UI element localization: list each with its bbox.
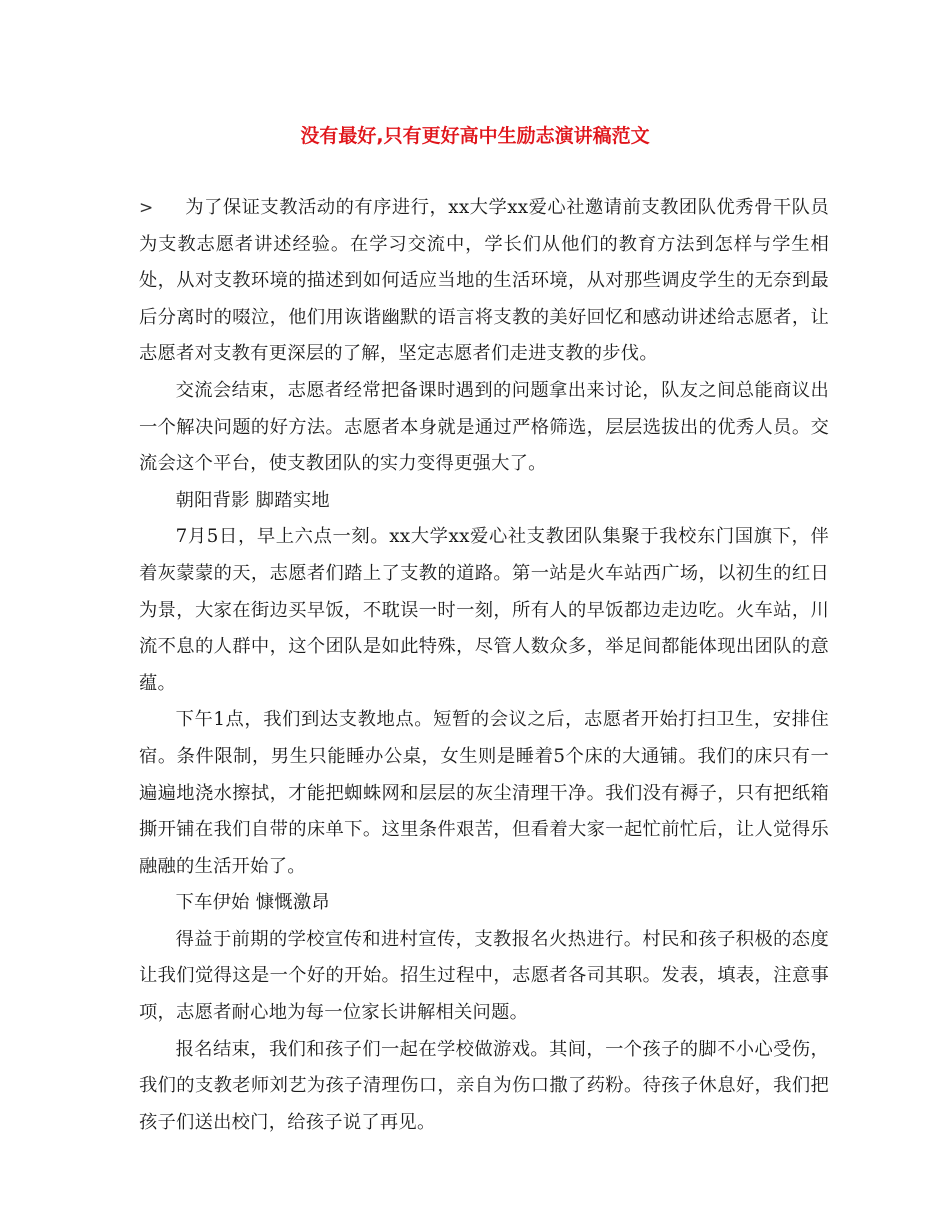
paragraph-2: 交流会结束，志愿者经常把备课时遇到的问题拿出来讨论，队友之间总能商议出一个解决问题的好方法。志愿者本身就是通过严格筛选，层层选拔出的优秀人员。交流会这个平台，使支教团队的实力变得更强大了。 — [139, 379, 829, 475]
paragraph-3: 7月5日，早上六点一刻。xx大学xx爱心社支教团队集聚于我校东门国旗下，伴着灰蒙蒙的天，志愿者们踏上了支教的道路。第一站是火车站西广场，以初生的红日为景，大家在街边买早饭，不耽误一时一刻，所有人的早饭都边走边吃。火车站，川流不息的人群中，这个团队是如此特殊，尽管人数众多，举足间都能体现出团队的意蕴。 — [139, 526, 829, 694]
paragraph-1-text: 为了保证支教活动的有序进行，xx大学xx爱心社邀请前支教团队优秀骨干队员为支教志愿者讲述经验。在学习交流中，学长们从他们的教育方法到怎样与学生相处，从对支教环境的描述到如何适应当地的生活环境，从对那些调皮学生的无奈到最后分离时的啜泣，他们用诙谐幽默的语言将支教的美好回忆和感动讲述给志愿者，让志愿者对支教有更深层的了解，坚定志愿者们走进支教的步伐。 — [139, 197, 829, 365]
paragraph-5: 得益于前期的学校宣传和进村宣传，支教报名火热进行。村民和孩子积极的态度让我们觉得这是一个好的开始。招生过程中，志愿者各司其职。发表，填表，注意事项，志愿者耐心地为每一位家长讲解相关问题。 — [139, 928, 829, 1024]
section-heading-2: 下车伊始 慷慨激昂 — [175, 892, 330, 914]
document-body — [139, 190, 829, 1141]
paragraph-4: 下午1点，我们到达支教地点。短暂的会议之后，志愿者开始打扫卫生，安排住宿。条件限制，男生只能睡办公桌，女生则是睡着5个床的大通铺。我们的床只有一遍遍地浇水擦拭，才能把蜘蛛网和层层的灰尘清理干净。我们没有褥子，只有把纸箱撕开铺在我们自带的床单下。这里条件艰苦，但看着大家一起忙前忙后，让人觉得乐融融的生活开始了。 — [139, 709, 829, 877]
paragraph-6: 报名结束，我们和孩子们一起在学校做游戏。其间，一个孩子的脚不小心受伤，我们的支教老师刘艺为孩子清理伤口，亲自为伤口撒了药粉。待孩子休息好，我们把孩子们送出校门，给孩子说了再见。 — [139, 1038, 829, 1133]
document-title: 没有最好,只有更好高中生励志演讲稿范文 — [300, 125, 650, 147]
paragraph-1 — [139, 190, 829, 373]
section-heading-1: 朝阳背影 脚踏实地 — [175, 489, 330, 511]
chevron-right-icon: > — [139, 198, 154, 218]
